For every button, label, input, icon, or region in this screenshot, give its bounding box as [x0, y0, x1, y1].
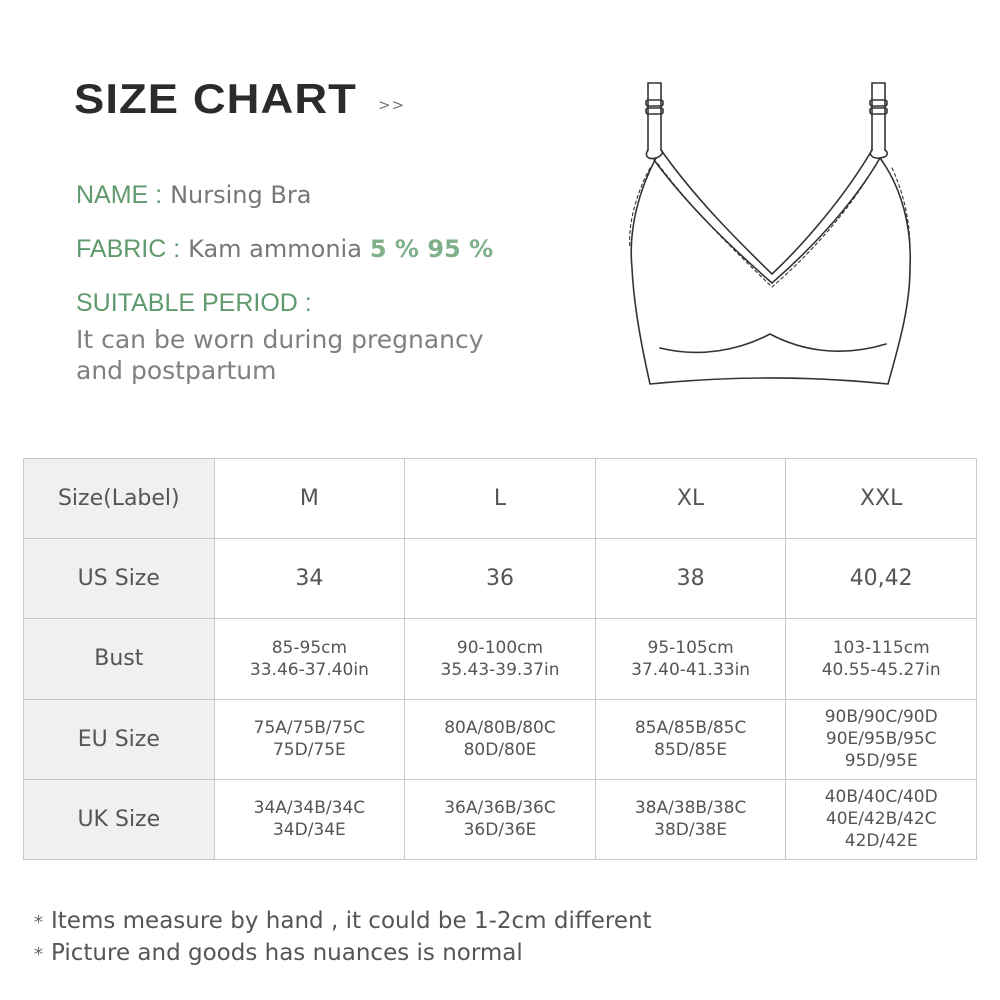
table-header-row [24, 459, 977, 539]
cell-line: 80A/80B/80C [444, 718, 556, 739]
cell-line: 80D/80E [463, 740, 537, 761]
table-cell [786, 699, 977, 779]
row-label-us-size: US Size [24, 539, 215, 619]
header-cell-l: L [405, 459, 596, 539]
title-block [74, 75, 406, 122]
table-cell [786, 619, 977, 699]
cell-line: 85D/85E [654, 740, 727, 761]
table-cell [595, 699, 786, 779]
cell-line: 40E/42B/42C [825, 809, 937, 830]
size-chart-table [23, 458, 977, 860]
table-row-uk-size [24, 779, 977, 859]
table-cell [595, 619, 786, 699]
fabric-label: FABRIC : [76, 235, 181, 263]
table-cell [214, 699, 405, 779]
fabric-line [76, 236, 493, 262]
cell-line: 36D/36E [463, 820, 537, 841]
cell-line: 85-95cm [271, 637, 348, 658]
page-title: SIZE CHART [74, 75, 357, 122]
cell-line: 75A/75B/75C [253, 718, 366, 739]
cell-line: 34A/34B/34C [253, 798, 366, 819]
title-arrows: >> [378, 96, 406, 114]
header-cell-size-label: Size(Label) [24, 459, 215, 539]
name-label: NAME : [76, 181, 163, 209]
fabric-value: Kam ammonia [188, 235, 362, 263]
name-line [76, 182, 311, 208]
header-cell-xxl: XXL [786, 459, 977, 539]
table-cell [214, 779, 405, 859]
cell-line: 42D/42E [844, 831, 918, 852]
cell-line: 40B/40C/40D [824, 787, 938, 808]
header-cell-m: M [214, 459, 405, 539]
table-cell: 36 [405, 539, 596, 619]
cell-line: 90E/95B/95C [825, 729, 937, 750]
cell-line: 36A/36B/36C [444, 798, 556, 819]
note-line-1 [34, 906, 652, 938]
row-label-eu-size: EU Size [24, 699, 215, 779]
cell-line: 85A/85B/85C [634, 718, 747, 739]
period-label: SUITABLE PERIOD : [76, 289, 312, 317]
table-cell [405, 619, 596, 699]
table-cell [595, 779, 786, 859]
cell-line: 95-105cm [647, 637, 734, 658]
header-cell-xl: XL [595, 459, 786, 539]
table-cell: 34 [214, 539, 405, 619]
table-row-eu-size [24, 699, 977, 779]
cell-line: 95D/95E [844, 751, 918, 772]
asterisk-icon: * [34, 912, 43, 933]
period-description [76, 324, 484, 386]
cell-line: 35.43-39.37in [440, 659, 560, 680]
asterisk-icon: * [34, 944, 43, 965]
cell-line: 37.40-41.33in [631, 659, 751, 680]
cell-line: 75D/75E [272, 740, 346, 761]
table-cell [405, 779, 596, 859]
notes-block [34, 906, 652, 970]
cell-line: 40.55-45.27in [821, 659, 941, 680]
period-line [76, 290, 312, 316]
table-row-us-size [24, 539, 977, 619]
table-cell [405, 699, 596, 779]
cell-line: 103-115cm [832, 637, 930, 658]
nursing-bra-outline-icon [610, 78, 930, 398]
row-label-uk-size: UK Size [24, 779, 215, 859]
fabric-percent: 5 % 95 % [369, 235, 494, 263]
cell-line: 33.46-37.40in [249, 659, 369, 680]
period-text-line-2: and postpartum [76, 356, 277, 385]
cell-line: 90-100cm [456, 637, 544, 658]
period-text-line-1: It can be worn during pregnancy [76, 325, 484, 354]
row-label-bust: Bust [24, 619, 215, 699]
table-cell [786, 779, 977, 859]
note-line-2 [34, 938, 652, 970]
name-value: Nursing Bra [170, 181, 312, 209]
cell-line: 38D/38E [654, 820, 727, 841]
table-cell: 40,42 [786, 539, 977, 619]
table-row-bust [24, 619, 977, 699]
cell-line: 90B/90C/90D [824, 707, 938, 728]
note-text-1: Items measure by hand , it could be 1-2cm different [51, 908, 652, 934]
cell-line: 38A/38B/38C [634, 798, 747, 819]
table-cell: 38 [595, 539, 786, 619]
cell-line: 34D/34E [272, 820, 346, 841]
table-cell [214, 619, 405, 699]
note-text-2: Picture and goods has nuances is normal [51, 940, 523, 966]
